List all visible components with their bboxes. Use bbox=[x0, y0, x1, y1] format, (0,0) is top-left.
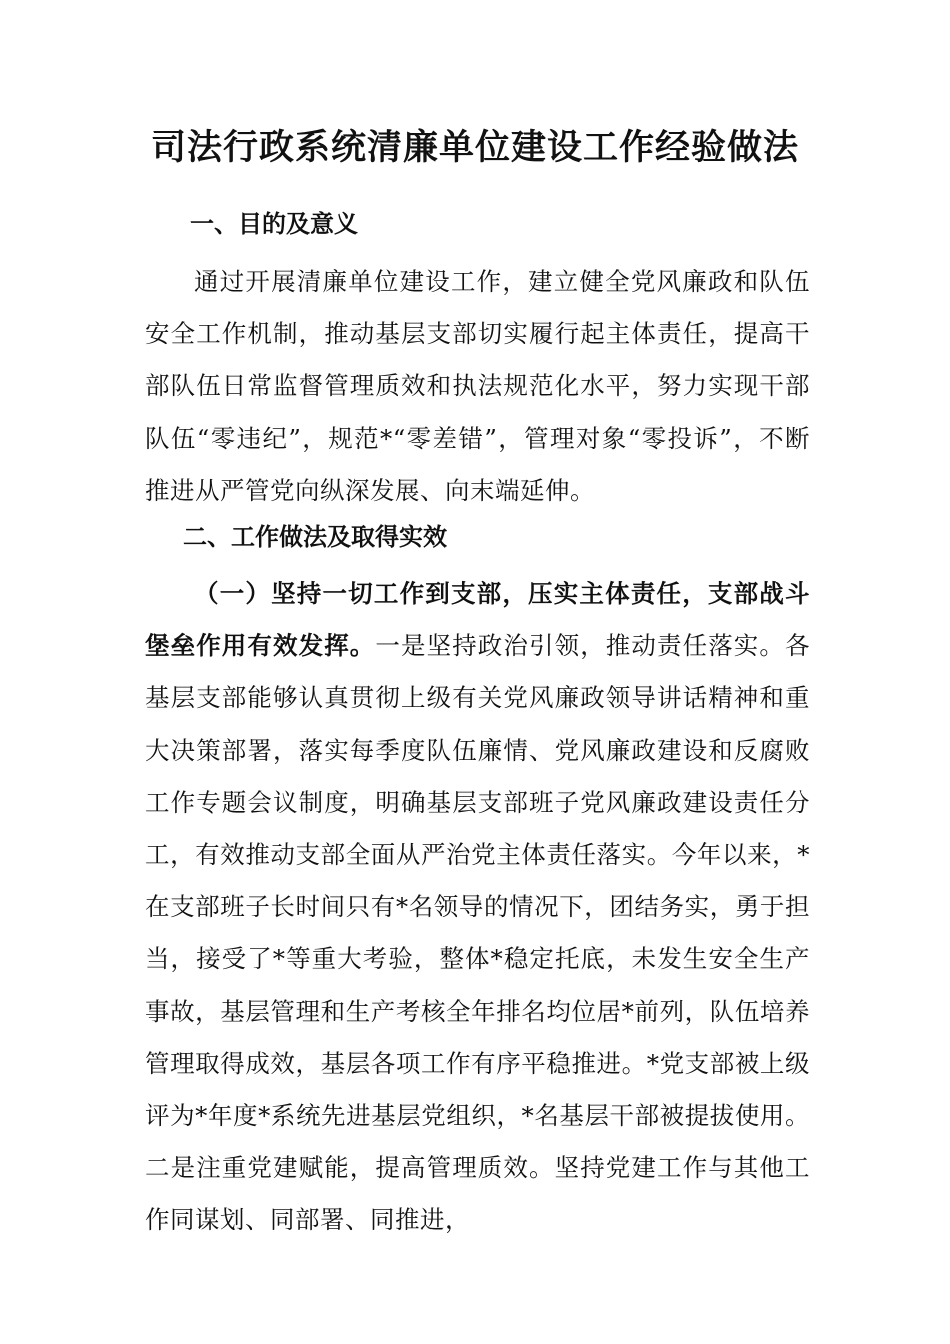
section-1-paragraph: 通过开展清廉单位建设工作，建立健全党风廉政和队伍安全工作机制，推动基层支部切实履行起主体责任，提高干部队伍日常监督管理质效和执法规范化水平，努力实现干部队伍“零违纪”，规范*“零差错”，管理对象“零投诉”，不断推进从严管党向纵深发展、向末端延伸。 bbox=[145, 267, 810, 505]
section-2-paragraph-body: 一是坚持政治引领，推动责任落实。各基层支部能够认真贯彻上级有关党风廉政领导讲话精神和重大决策部署，落实每季度队伍廉情、党风廉政建设和反腐败工作专题会议制度，明确基层支部班子党风廉政建设责任分工，有效推动支部全面从严治党主体责任落实。今年以来，*在支部班子长时间只有*名领导的情况下，团结务实，勇于担当，接受了*等重大考验，整体*稳定托底，未发生安全生产事故，基层管理和生产考核全年排名均位居*前列，队伍培养管理取得成效，基层各项工作有序平稳推进。*党支部被上级评为*年度*系统先进基层党组织，*名基层干部被提拔使用。二是注重党建赋能，提高管理质效。坚持党建工作与其他工作同谋划、同部署、同推进， bbox=[145, 631, 811, 1235]
section-1-heading: 一、目的及意义 bbox=[190, 209, 358, 238]
section-2-heading: 二、工作做法及取得实效 bbox=[183, 522, 447, 551]
section-2-paragraph-lead: （一）坚持一切工作到支部，压实主体责任，支部战斗堡垒作用有效发挥。 bbox=[145, 579, 810, 661]
section-2-paragraph bbox=[145, 568, 810, 1247]
document-title: 司法行政系统清廉单位建设工作经验做法 bbox=[150, 127, 799, 168]
